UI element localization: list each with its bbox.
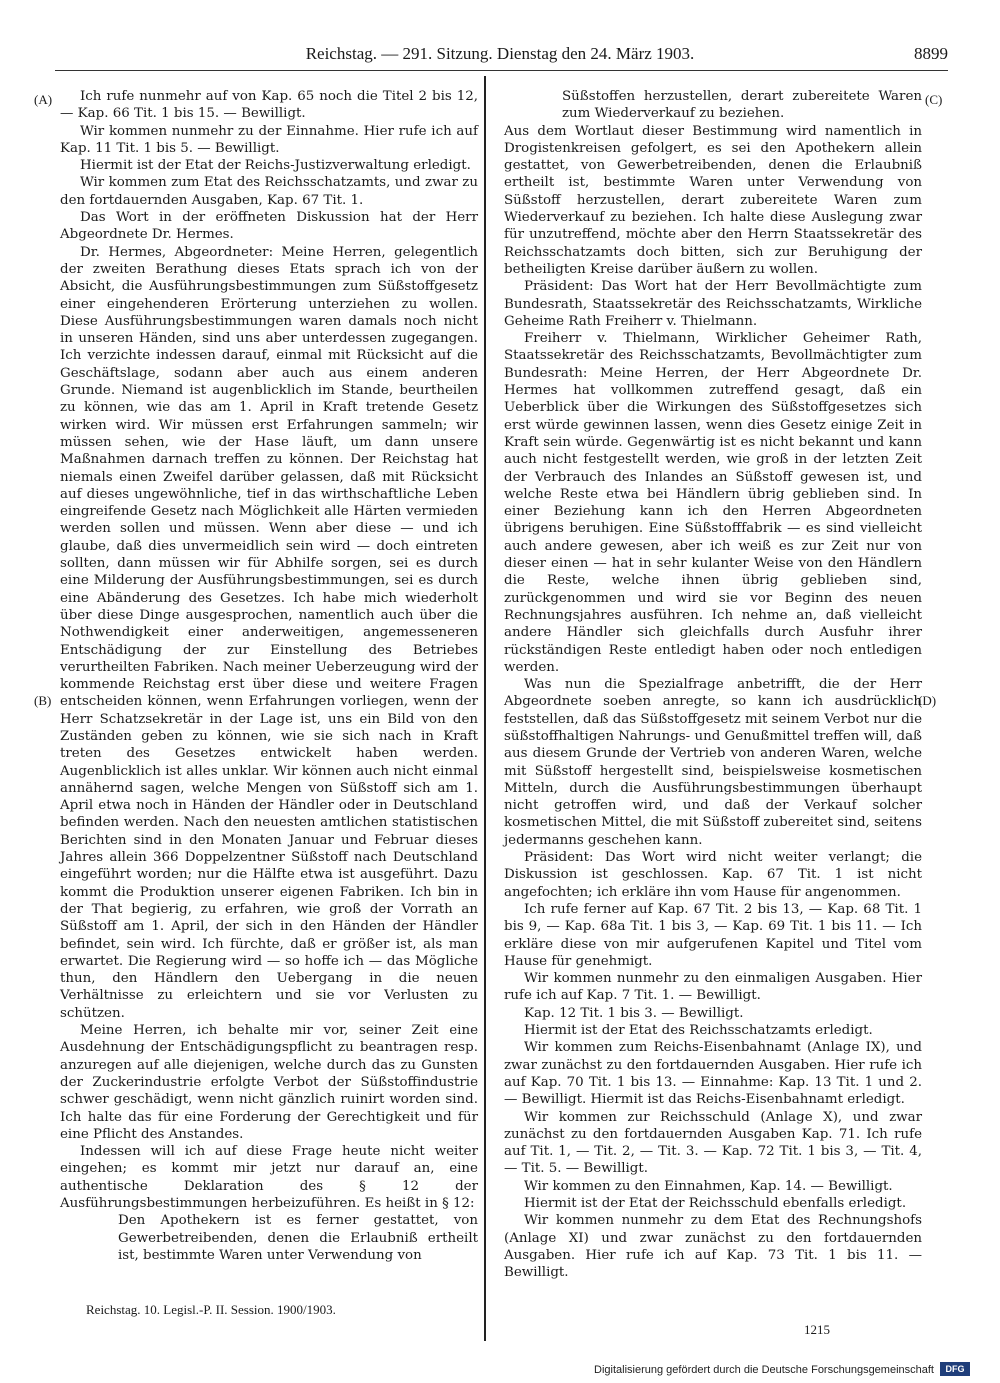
paragraph: Dr. Hermes, Abgeordneter: Meine Herren, gelegentlich der zweiten Berathung dieses Etats sprach ich von der Absicht, die Ausführungsbestimmungen zum Süßstoffgesetz einer eingehenderen Erörterung unterziehen zu wollen. Diese Ausführungsbestimmungen waren damals noch nicht in unseren Händen, sind uns aber unterdessen zugegangen. Ich verzichte indessen darauf, einmal mit Rücksicht auf die Geschäftslage, sodann aber auch aus einem anderen Grunde. Niemand ist augenblicklich im Stande, beurtheilen zu können, wie das am 1. April in Kraft tretende Gesetz wirken wird. Wir müssen erst Erfahrungen sammeln; wir müssen sehen, wie der Hase läuft, um dann unsere Maßnahmen darnach treffen zu können. Der Reichstag hat niemals einen Zweifel darüber gelassen, daß mit Rücksicht auf dieses ungewöhnliche, tief in das wirthschaftliche Leben eingreifende Gesetz nach Möglichkeit alle Härten vermieden werden sollen und müssen. Wenn aber diese — und ich glaube, daß dies unvermeidlich sein wird — doch eintreten sollten, dann müssen wir für Abhilfe sorgen, sei es durch eine Milderung der Ausführungsbestimmungen, sei es durch eine Abänderung des Gesetzes. Ich habe mich wiederholt über diese Dinge ausgesprochen, namentlich auch über die Nothwendigkeit einer anderweitigen, angemesseneren Entschädigung der zur Einstellung des Betriebes verurtheilten Fabriken. Nach meiner Ueberzeugung wird der kommende Reichstag erst über diese und weitere Fragen entscheiden können, wenn Erfahrungen vorliegen, wenn der Herr Schatzsekretär in der Lage ist, uns ein Bild von den Zuständen geben zu können, wie sie sich nach in Kraft treten des Gesetzes entwickelt haben werden. Augenblicklich ist alles unklar. Wir können auch nicht einmal annähernd sagen, welche Mengen von Süßstoff sich am 1. April etwa noch in Händen der Händler oder in Deutschland befinden werden. Nach den neuesten amtlichen statistischen Berichten sind in den Monaten Januar und Februar dieses Jahres allein 366 Doppelzentner Süßstoff nach Deutschland eingeführt worden; nur die Hälfte etwa ist ausgeführt. Dazu kommt die Produktion unserer eigenen Fabriken. Ich bin in der That begierig, zu erfahren, wie groß der Vorrath an Süßstoff am 1. April, der sich in den Händen der Händler befindet, sein wird. Ich fürchte, daß er größer ist, als man erwartet. Die Regierung wird — so hoffe ich — das Mögliche thun, den Händlern den Uebergang in die neuen Verhältnisse zu erleichtern und sie vor Verlusten zu schützen. [60,244,478,1021]
paragraph: Das Wort in der eröffneten Diskussion hat der Herr Abgeordnete Dr. Hermes. [60,210,478,243]
header-rule [55,70,948,71]
header-title: Reichstag. — 291. Sitzung. Dienstag den 24. März 1903. [305,44,695,63]
paragraph: Aus dem Wortlaut dieser Bestimmung wird namentlich in Drogistenkreisen gefolgert, es sei den Apothekern allein gestattet, von Gewerbetreibenden, denen die Erlaubniß ertheilt ist, bestimmte Waren unter Verwendung von Süßstoff herzustellen, derart zubereitete Waren zum Wiederverkauf zu beziehen. Ich halte diese Auslegung zwar für unzutreffend, möchte aber den Herrn Staatssekretär des Reichsschatzamts doch bitten, sich zur Beruhigung der betheiligten Kreise darüber äußern zu wollen. [504,123,922,277]
paragraph: Wir kommen zur Reichsschuld (Anlage X), und zwar zunächst zu den fortdauernden Ausgaben Kap. 71. Ich rufe auf Tit. 1, — Tit. 2, — Tit. 3. — Kap. 72 Tit. 1 bis 3, — Tit. 4, — Tit. 5. — Bewilligt. [504,1109,922,1177]
page-number: 8899 [914,44,948,63]
left-column [60,88,478,1264]
margin-mark-d: (D) [918,693,937,708]
paragraph: Wir kommen zum Etat des Reichsschatzamts, und zwar zu den fortdauernden Ausgaben, Kap. 67 Tit. 1. [60,175,478,208]
paragraph: Wir kommen zu den Einnahmen, Kap. 14. — Bewilligt. [524,1178,893,1194]
paragraph: Kap. 12 Tit. 1 bis 3. — Bewilligt. [524,1005,744,1021]
paragraph: Präsident: Das Wort wird nicht weiter verlangt; die Diskussion ist geschlossen. Kap. 67 Tit. 1 ist nicht angefochten; ich erkläre ihn vom Hause für angenommen. [504,850,922,900]
paragraph: Meine Herren, ich behalte mir vor, seiner Zeit eine Ausdehnung der Entschädigungspflicht zu beantragen resp. anzuregen auf alle diejenigen, welche durch das zu Gunsten der Zuckerindustrie erfolgte Verbot der Süßstoffindustrie schwer geschädigt, wenn nicht gänzlich ruinirt worden sind. Ich halte das für eine Forderung der Gerechtigkeit und für eine Pflicht des Anstandes. [60,1023,478,1142]
dfg-logo: DFG [940,1362,970,1376]
paragraph: Hiermit ist der Etat der Reichsschuld ebenfalls erledigt. [524,1196,907,1211]
paragraph: Ich rufe nunmehr auf von Kap. 65 noch die Titel 2 bis 12, — Kap. 66 Tit. 1 bis 15. — Bewilligt. [60,89,478,122]
paragraph: Wir kommen nunmehr zu dem Etat des Rechnungshofs (Anlage XI) und zwar zunächst zu den fortdauernden Ausgaben. Hier rufe ich auf Kap. 73 Tit. 1 bis 11. — Bewilligt. [504,1213,922,1281]
page-header [0,44,1000,68]
paragraph: Süßstoffen herzustellen, derart zubereitete Waren zum Wiederverkauf zu beziehen. [562,89,922,122]
paragraph: Wir kommen zum Reichs-Eisenbahnamt (Anlage IX), und zwar zunächst zu den fortdauernden Ausgaben. Hier rufe ich auf Kap. 70 Tit. 1 bis 13. — Einnahme: Kap. 13 Tit. 1 und 2. — Bewilligt. Hiermit ist das Reichs-Eisenbahnamt erledigt. [504,1040,922,1108]
digitization-credit: Digitalisierung gefördert durch die Deutsche Forschungsgemeinschaft [594,1364,934,1376]
column-divider [484,76,486,1341]
right-column [504,88,922,1281]
paragraph: Präsident: Das Wort hat der Herr Bevollmächtigte zum Bundesrath, Staatssekretär des Reichsschatzamts, Wirkliche Geheime Rath Freiherr v. Thielmann. [504,279,922,329]
paragraph: Wir kommen nunmehr zu den einmaligen Ausgaben. Hier rufe ich auf Kap. 7 Tit. 1. — Bewilligt. [504,971,922,1004]
margin-mark-a: (A) [34,92,53,107]
paragraph: Hiermit ist der Etat der Reichs-Justizverwaltung erledigt. [80,158,471,174]
paragraph: Was nun die Spezialfrage anbetrifft, die der Herr Abgeordnete soeben anregte, so kann ich ausdrücklich feststellen, daß das Süßstoffgesetz mit seinem Verbot nur die süßstoffhaltigen Nahrungs- und Genußmittel treffen will, daß aus diesem Grunde der Vertrieb von anderen Waren, welche mit Süßstoff hergestellt sind, beispielsweise kosmetischen Mitteln, durch die Ausführungsbestimmungen überhaupt nicht getroffen wird, und daß der Verkauf solcher kosmetischen Mittel, die mit Süßstoff zubereitet sind, seitens jedermanns geschehen kann. [504,677,922,848]
paragraph: Hiermit ist der Etat des Reichsschatzamts erledigt. [524,1023,873,1039]
footer-signature: 1215 [804,1322,830,1337]
paragraph: Wir kommen nunmehr zu der Einnahme. Hier rufe ich auf Kap. 11 Tit. 1 bis 5. — Bewilligt. [60,123,478,156]
paragraph: Ich rufe ferner auf Kap. 67 Tit. 2 bis 13, — Kap. 68 Tit. 1 bis 9, — Kap. 68a Tit. 1 bis 3, — Kap. 69 Tit. 1 bis 11. — Ich erkläre diese von mir aufgerufenen Kapitel und Titel vom Hause für genehmigt. [504,901,922,969]
margin-mark-b: (B) [34,693,52,708]
footer-session-line: Reichstag. 10. Legisl.-P. II. Session. 1900/1903. [86,1302,336,1317]
paragraph: Den Apothekern ist es ferner gestattet, von Gewerbetreibenden, denen die Erlaubniß ertheilt ist, bestimmte Waren unter Verwendung von [118,1213,478,1263]
paragraph: Indessen will ich auf diese Frage heute nicht weiter eingehen; es kommt mir jetzt nur darauf an, eine authentische Deklaration des § 12 der Ausführungsbestimmungen herbeizuführen. Es heißt in § 12: [60,1144,478,1211]
paragraph: Freiherr v. Thielmann, Wirklicher Geheimer Rath, Staatssekretär des Reichsschatzamts, Bevollmächtigter zum Bundesrath: Meine Herren, der Herr Abgeordnete Dr. Hermes hat vollkommen zutreffend gesagt, daß ein Ueberblick über die Wirkungen des Süßstoffgesetzes sich erst würde gewinnen lassen, wenn dies Gesetz einige Zeit in Kraft sein würde. Gegenwärtig ist es nicht bekannt und kann auch nicht festgestellt werden, wie groß in der letzten Zeit der Verbrauch des Inlandes an Süßstoff gewesen ist, und welche Reste etwa bei Händlern übrig geblieben sind. In einer Beziehung kann ich den Herren Abgeordneten übrigens beruhigen. Eine Süßstofffabrik — es sind vielleicht auch andere gewesen, aber ich weiß es zur Zeit nur von dieser einen — hat in sehr kulanter Weise von den Händlern die Reste, welche ihnen übrig geblieben sind, zurückgenommen und wird sie vor Beginn des neuen Rechnungsjahres ausführen. Ich nehme an, daß vielleicht andere Händler sich gleichfalls durch Ausfuhr ihrer rückständigen Reste entledigt haben oder noch entledigen werden. [504,331,922,675]
margin-mark-c: (C) [925,92,943,107]
